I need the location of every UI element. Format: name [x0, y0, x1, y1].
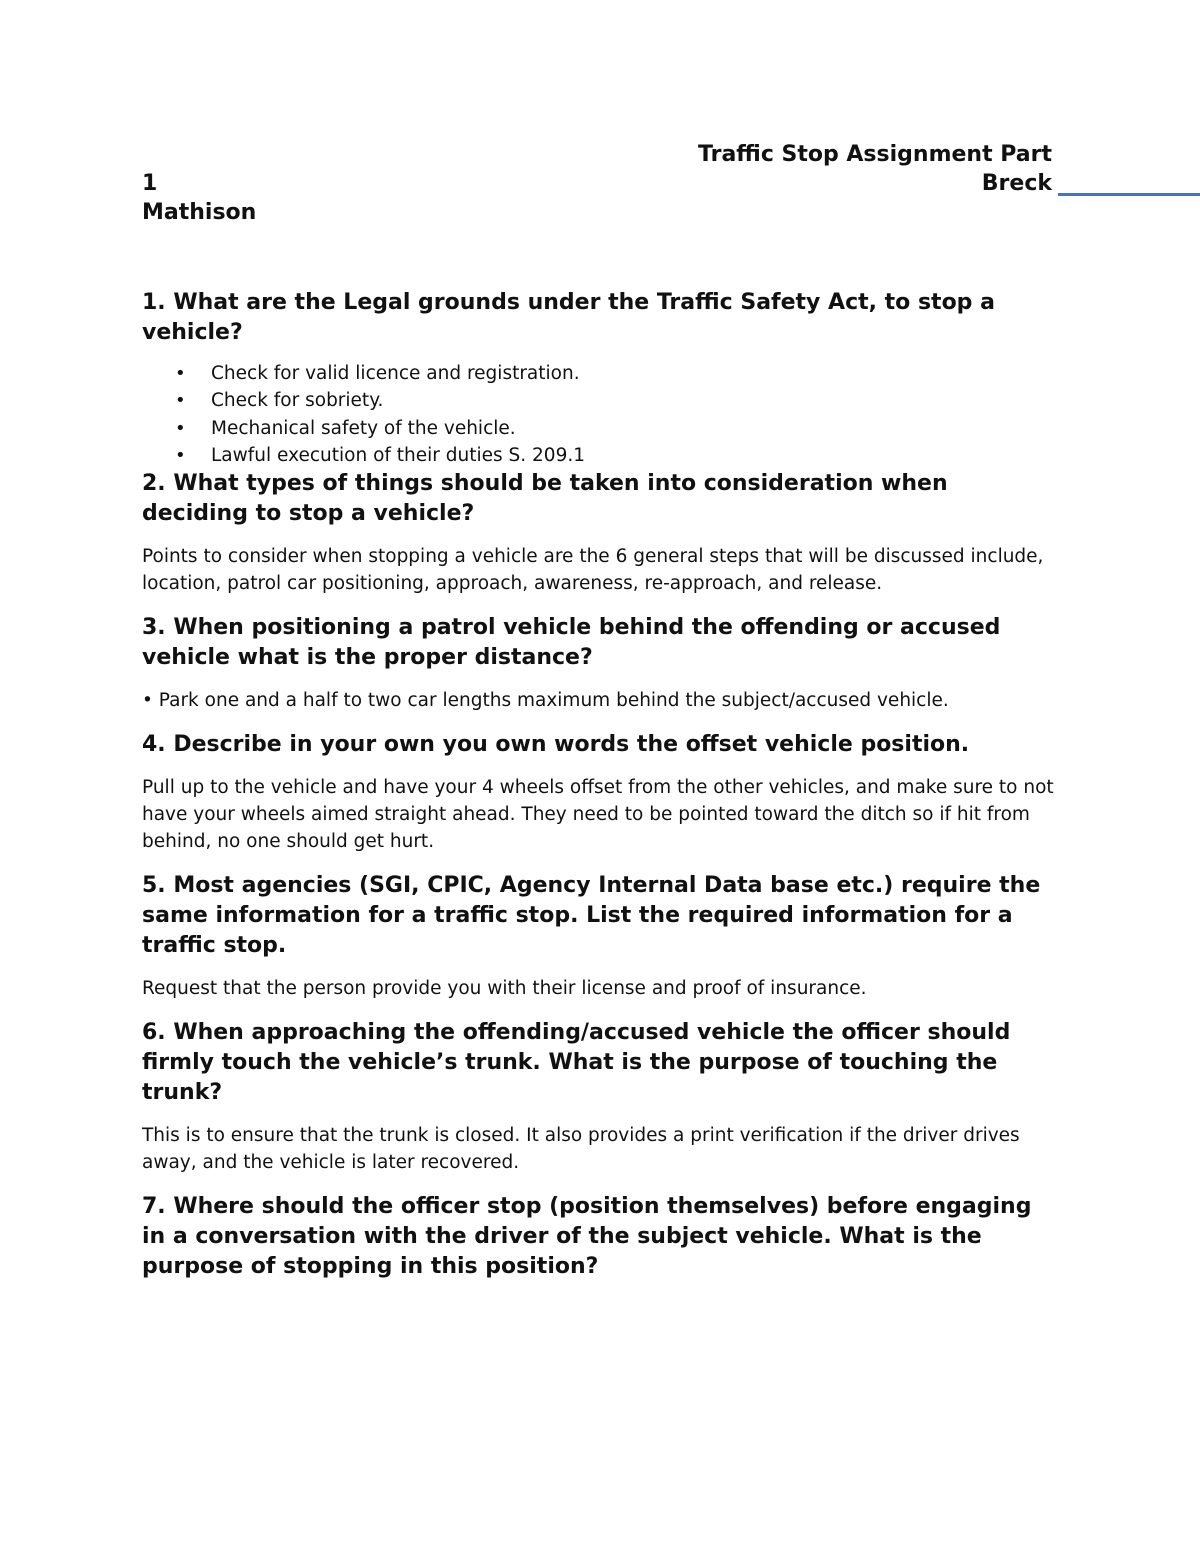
- question-6: 6. When approaching the offending/accused vehicle the officer should firmly touch the vehicle’s trunk. What is the purpose of touching the trunk?: [142, 1020, 1011, 1106]
- bullet-icon: •: [175, 363, 186, 384]
- bullet-icon: •: [175, 390, 186, 412]
- title-line-1: Traffic Stop Assignment Part: [698, 142, 1052, 167]
- question-7: 7. Where should the officer stop (position themselves) before engaging in a conversation with the driver of the subject vehicle. What is the purpose of stopping in this position?: [142, 1194, 1032, 1280]
- question-2: 2. What types of things should be taken into consideration when deciding to stop a vehicle?: [142, 471, 948, 527]
- question-4: 4. Describe in your own you own words the offset vehicle position.: [142, 732, 970, 758]
- list-item: • Mechanical safety of the vehicle.: [142, 415, 1057, 442]
- bullet-icon: •: [175, 444, 186, 466]
- answer-2: Points to consider when stopping a vehicle are the 6 general steps that will be discussed include, location, patrol car positioning, approach, awareness, re-approach, and release.: [142, 546, 1044, 595]
- list-item: • Lawful execution of their duties S. 209.1: [142, 442, 1057, 469]
- author-last-name: Mathison: [142, 200, 257, 225]
- author-first-name: Breck: [981, 171, 1052, 196]
- document-header: [142, 140, 1052, 227]
- answer-4: Pull up to the vehicle and have your 4 wheels offset from the other vehicles, and make sure to not have your wheels aimed straight ahead. They need to be pointed toward the ditch so if hit from behind, no one should get hurt.: [142, 777, 1054, 853]
- answer-5: Request that the person provide you with their license and proof of insurance.: [142, 978, 867, 1000]
- header-row: [142, 169, 1052, 198]
- question-1: 1. What are the Legal grounds under the Traffic Safety Act, to stop a vehicle?: [142, 290, 995, 345]
- bullet-icon: •: [175, 417, 186, 439]
- list-item: • Check for valid licence and registration.: [142, 360, 1057, 387]
- question-3: 3. When positioning a patrol vehicle behind the offending or accused vehicle what is the proper distance?: [142, 615, 1001, 671]
- title-line-2: 1: [142, 171, 158, 196]
- answer-3: • Park one and a half to two car lengths maximum behind the subject/accused vehicle.: [142, 690, 949, 712]
- question-5: 5. Most agencies (SGI, CPIC, Agency Internal Data base etc.) require the same information for a traffic stop. List the required information for a traffic stop.: [142, 873, 1041, 959]
- answer-6: This is to ensure that the trunk is closed. It also provides a print verification if the driver drives away, and the vehicle is later recovered.: [142, 1125, 1020, 1174]
- answer-1-bullet-list: [142, 360, 1057, 469]
- list-item: • Check for sobriety.: [142, 387, 1057, 414]
- author-underline-rule: [1058, 193, 1200, 196]
- qa-content: [142, 288, 1057, 1282]
